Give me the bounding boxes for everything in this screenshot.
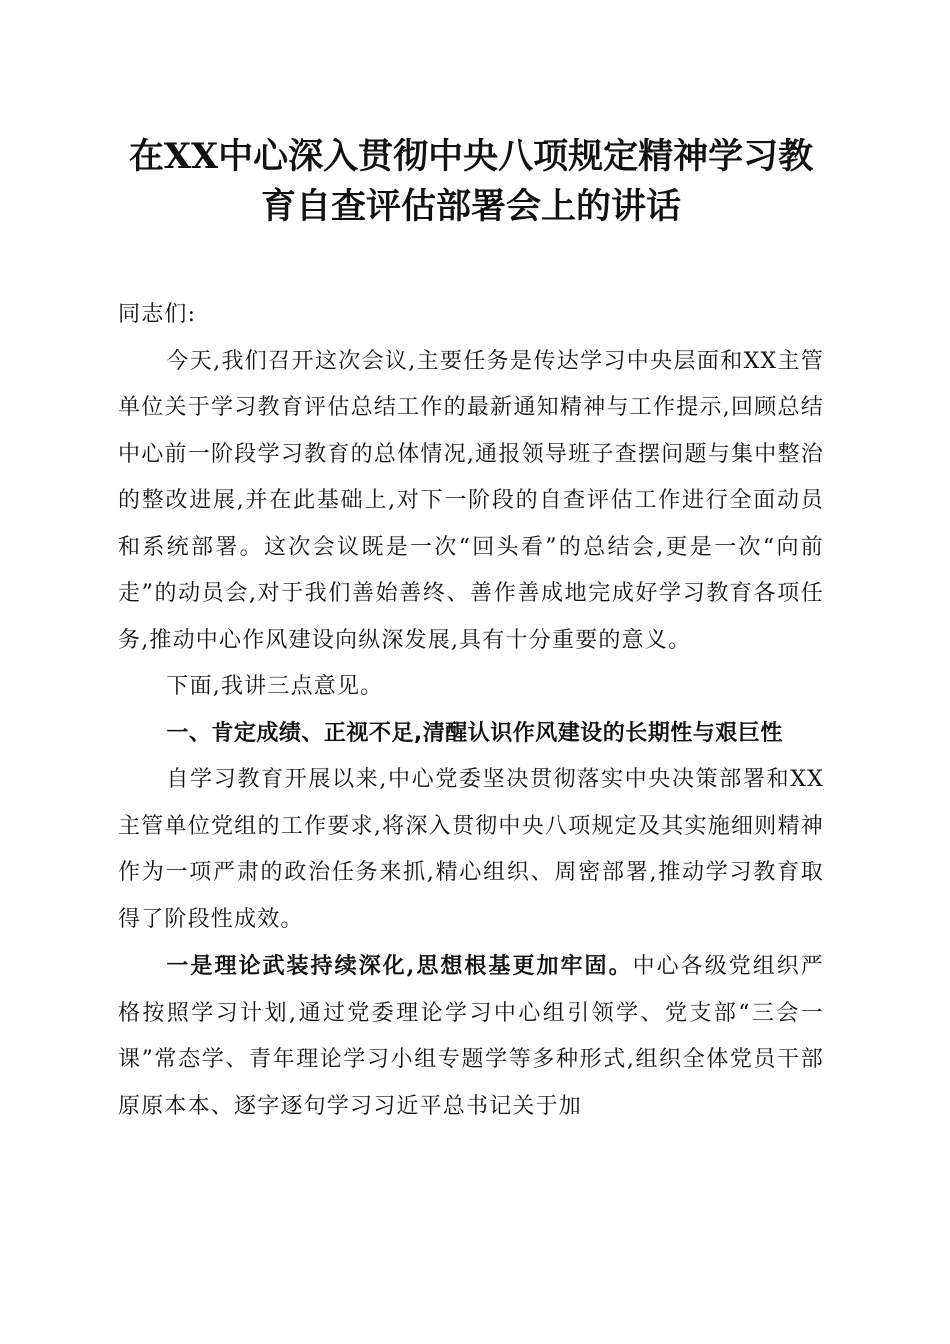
point-1-text: 中心各级党组织严格按照学习计划,通过党委理论学习中心组引领学、党支部“三会一课”常态学、青年理论学习小组专题学等多种形式,组织全体党员干部原原本本、逐字逐句学习习近平总书记关于加 [118, 954, 824, 1119]
section-1-heading: 一、肯定成绩、正视不足,清醒认识作风建设的长期性与艰巨性 [166, 720, 783, 746]
document-title [118, 132, 824, 232]
title-line-2: 育自查评估部署会上的讲话 [260, 186, 681, 227]
point-1-paragraph [118, 943, 824, 1130]
title-line-1: 在XX中心深入贯彻中央八项规定精神学习教 [128, 136, 814, 177]
transition-paragraph: 下面,我讲三点意见。 [166, 674, 384, 699]
section-1-paragraph: 自学习教育开展以来,中心党委坚决贯彻落实中央决策部署和XX主管单位党组的工作要求,将深入贯彻中央八项规定及其实施细则精神作为一项严肃的政治任务来抓,精心组织、周密部署,推动学习教育取得了阶段性成效。 [118, 767, 824, 932]
document-page [118, 132, 824, 1130]
point-1-lead: 一是理论武装持续深化,思想根基更加牢固。 [166, 953, 633, 979]
document-body [118, 292, 824, 1130]
intro-paragraph: 今天,我们召开这次会议,主要任务是传达学习中央层面和XX主管单位关于学习教育评估总结工作的最新通知精神与工作提示,回顾总结中心前一阶段学习教育的总体情况,通报领导班子查摆问题与集中整治的整改进展,并在此基础上,对下一阶段的自查评估工作进行全面动员和系统部署。这次会议既是一次“回头看”的总结会,更是一次“向前走”的动员会,对于我们善始善终、善作善成地完成好学习教育各项任务,推动中心作风建设向纵深发展,具有十分重要的意义。 [118, 348, 824, 653]
salutation: 同志们: [118, 302, 197, 327]
